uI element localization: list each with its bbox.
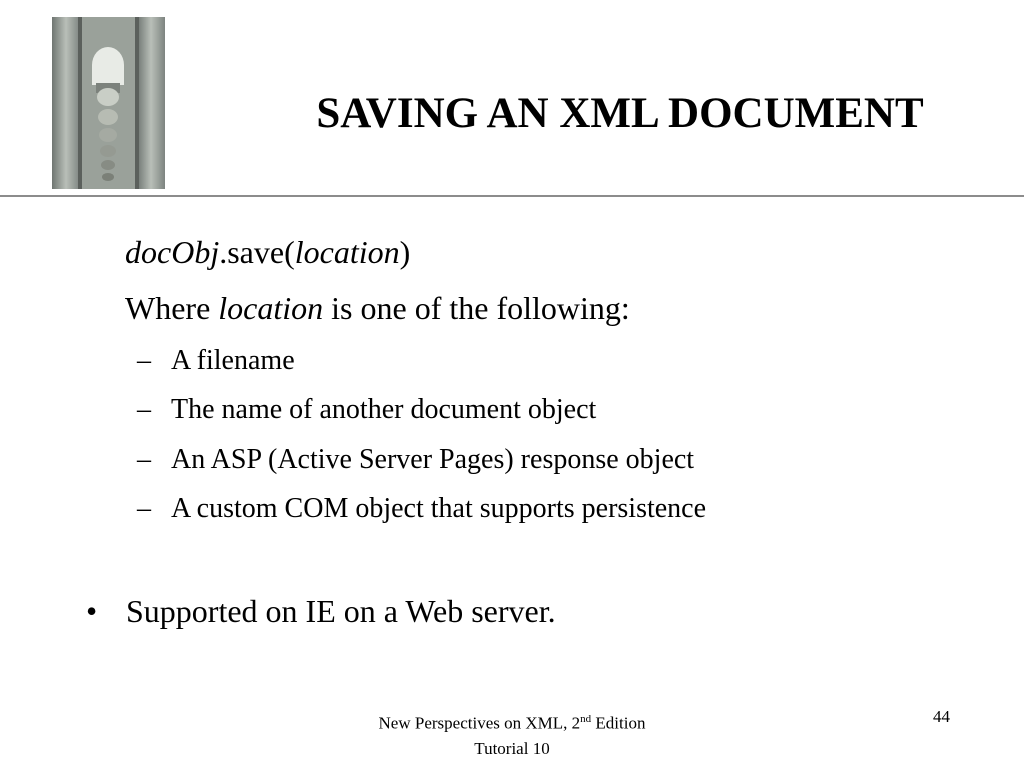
- footer-line-2: Tutorial 10: [474, 738, 550, 758]
- main-bullet-text: Supported on IE on a Web server.: [126, 593, 556, 629]
- footer-text: [312, 707, 712, 761]
- sub-bullet-item: [137, 394, 596, 426]
- main-bullet-item: [86, 593, 556, 630]
- sub-bullet-item: [137, 444, 694, 476]
- slide-title: SAVING AN XML DOCUMENT: [316, 90, 924, 137]
- sub-bullet-item: [137, 345, 295, 377]
- syntax-method: .save(: [219, 234, 295, 270]
- bullet-glyph: •: [86, 593, 98, 629]
- dash-glyph: –: [137, 493, 151, 524]
- where-line: [125, 290, 630, 327]
- sub-bullet-text: A custom COM object that supports persistence: [171, 493, 707, 524]
- where-before: Where: [125, 290, 219, 326]
- syntax-param: location: [294, 234, 400, 270]
- syntax-close: ): [399, 234, 411, 270]
- sub-bullet-item: [137, 493, 706, 525]
- footer-superscript: nd: [580, 713, 592, 725]
- footer-edition: Edition: [591, 713, 646, 733]
- syntax-line: [125, 234, 410, 271]
- bridge-arches-photo: [52, 17, 165, 189]
- sub-bullet-text: The name of another document object: [171, 394, 597, 425]
- page-number: 44: [933, 707, 950, 726]
- title-divider: [0, 195, 1024, 197]
- dash-glyph: –: [137, 394, 151, 425]
- syntax-object: docObj: [125, 234, 220, 270]
- footer-line-1: [312, 707, 712, 736]
- where-after: is one of the following:: [323, 290, 630, 326]
- footer-book-title: New Perspectives on XML, 2: [378, 713, 581, 733]
- sub-bullet-text: An ASP (Active Server Pages) response object: [171, 444, 695, 475]
- dash-glyph: –: [137, 345, 151, 376]
- where-param: location: [218, 290, 324, 326]
- sub-bullet-text: A filename: [171, 345, 295, 376]
- dash-glyph: –: [137, 444, 151, 475]
